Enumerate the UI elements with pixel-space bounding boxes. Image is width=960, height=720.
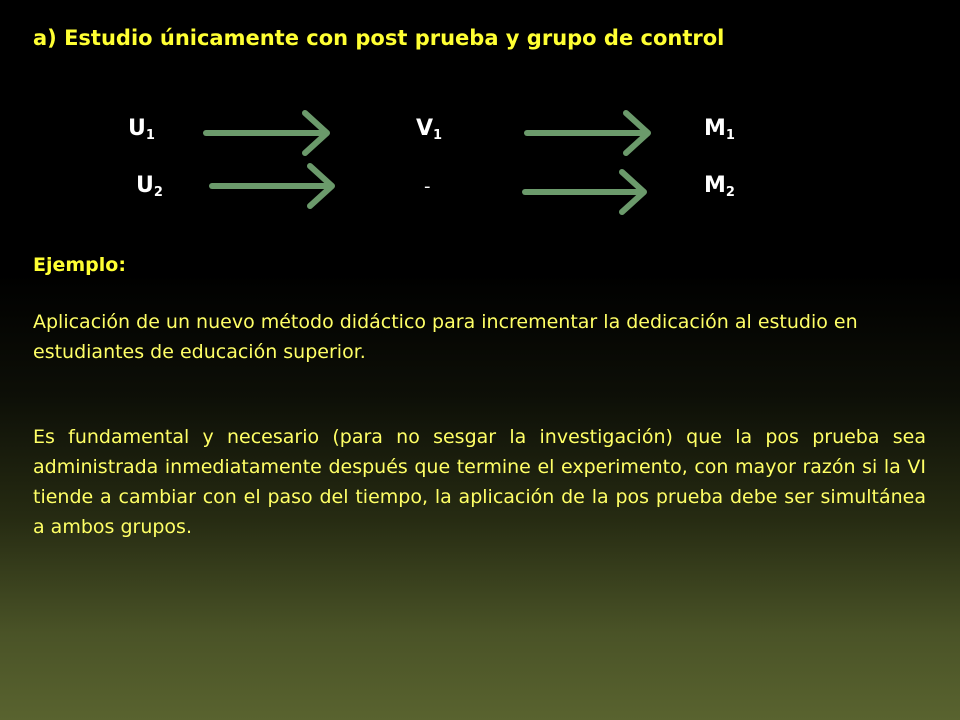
symbol-m2-subscript: 2 <box>725 185 735 200</box>
symbol-u2-letter: U <box>136 173 154 198</box>
arrow-u2 <box>212 166 332 206</box>
arrow-to-m2 <box>525 172 644 212</box>
symbol-u1-subscript: 1 <box>145 128 155 143</box>
no-treatment-dash: - <box>424 176 431 197</box>
symbol-u2-subscript: 2 <box>153 185 163 200</box>
example-text: Aplicación de un nuevo método didáctico para incrementar la dedicación al estudio en estudiantes de educación superior. <box>33 311 858 363</box>
slide-title: a) Estudio únicamente con post prueba y grupo de control <box>33 26 725 50</box>
symbol-v1-letter: V <box>416 116 434 141</box>
arrow-v1-m1 <box>527 113 648 153</box>
symbol-m1-subscript: 1 <box>725 128 735 143</box>
example-heading: Ejemplo: <box>33 254 126 276</box>
symbol-m2-letter: M <box>704 173 726 198</box>
symbol-m1-letter: M <box>704 116 726 141</box>
symbol-v1-subscript: 1 <box>433 128 443 143</box>
arrow-u1-v1 <box>206 113 327 153</box>
note-text: Es fundamental y necesario (para no sesgar la investigación) que la pos prueba sea administrada inmediatamente después que termine el experimento, con mayor razón si la VI tiende a cambiar con el paso del tiempo, la aplicación de la pos prueba debe ser simultánea a ambos grupos. <box>33 426 926 538</box>
symbol-u1-letter: U <box>128 116 146 141</box>
